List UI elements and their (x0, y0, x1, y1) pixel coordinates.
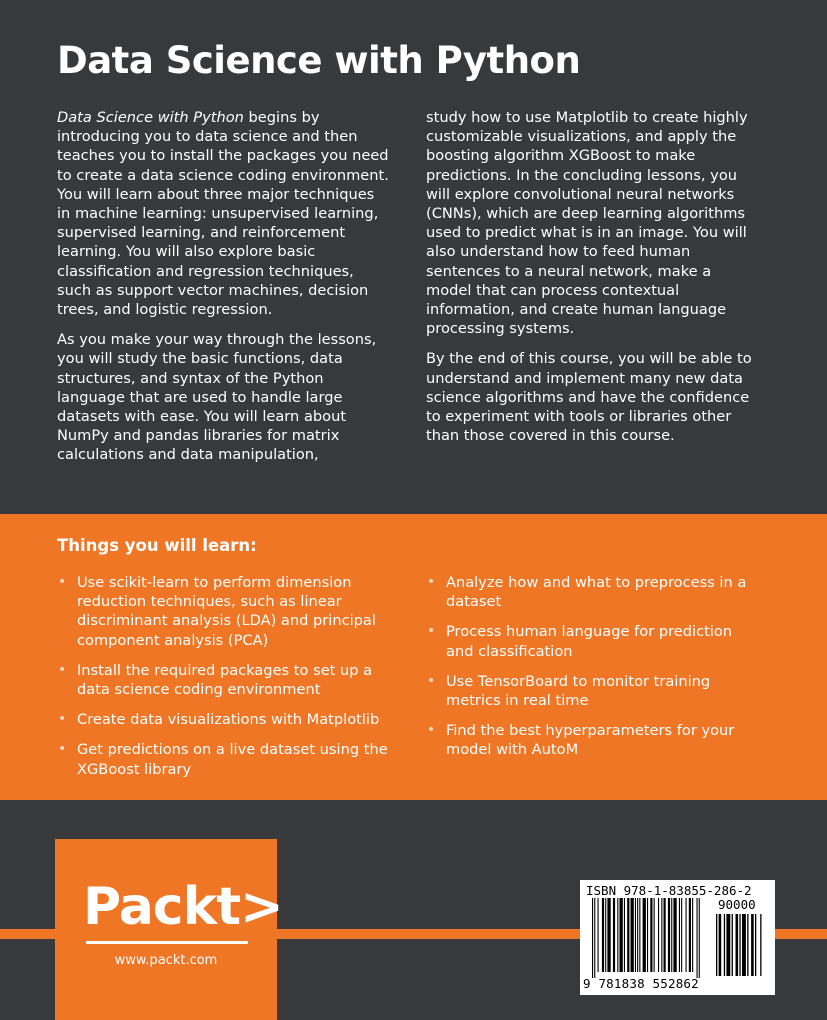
barcode-bar (679, 898, 680, 972)
barcode-bar (692, 898, 693, 972)
barcode-bar (726, 914, 730, 976)
barcode-bar (650, 898, 652, 972)
bullet-icon: • (58, 711, 67, 728)
barcode-bar (592, 898, 593, 978)
barcode-bar (658, 898, 659, 972)
barcode-bar (747, 914, 748, 976)
learning-item-text: Use scikit-learn to perform dimension reduction techniques, such as linear discriminant analysis (LDA) and principal component analysis (PCA) (77, 574, 376, 649)
bullet-icon: • (427, 722, 436, 739)
barcode-bar (739, 914, 740, 976)
learning-item-text: Install the required packages to set up a data science coding environment (77, 661, 373, 699)
learning-item (426, 622, 761, 660)
barcode-bar (699, 898, 700, 978)
barcode-bar (697, 898, 698, 978)
learning-item-text: Use TensorBoard to monitor training metrics in real time (446, 672, 711, 710)
barcode-bar (624, 898, 625, 972)
bullet-icon: • (58, 574, 67, 590)
book-title-emphasis: Data Science with Python (57, 109, 244, 126)
barcode-bar (613, 898, 615, 972)
learning-item (57, 573, 392, 650)
learning-item-text: Analyze how and what to preprocess in a dataset (446, 574, 747, 611)
learning-item (57, 710, 392, 729)
barcode-bar (598, 898, 599, 972)
barcode-bar (689, 898, 691, 972)
learning-item (426, 672, 761, 710)
learning-heading: Things you will learn: (57, 536, 257, 555)
learning-list-right (426, 573, 761, 771)
isbn-text: ISBN 978-1-83855-286-2 (586, 883, 752, 898)
learning-list-left (57, 573, 392, 790)
ean-digits: 9 781838 552862 (583, 976, 699, 991)
bullet-icon: • (427, 672, 436, 689)
price-code: 90000 (718, 897, 756, 912)
barcode-bar (627, 898, 629, 972)
barcode-bar (631, 898, 634, 972)
logo-underline (86, 941, 248, 944)
description-right-column (426, 108, 761, 456)
description-paragraph: study how to use Matplotlib to create highly customizable visualizations, and apply the boosting algorithm XGBoost to make predictions. In the concluding lessons, you will explore convolutional neural networks (CNNs), which are deep learning algorithms used to predict what is in an image. You will also understand how to feed human sentences to a neural network, make a model that can process contextual information, and create human language processing systems. (426, 109, 748, 338)
learning-item (57, 740, 392, 778)
barcode-bar (647, 898, 648, 972)
publisher-logo-block (55, 839, 283, 1020)
learning-item-text: Find the best hyperparameters for your model with AutoM (446, 722, 735, 759)
barcode-bar (681, 898, 682, 972)
learning-item (426, 573, 761, 611)
learning-item (57, 661, 392, 699)
barcode-bar (719, 914, 722, 976)
barcode-bar (742, 914, 746, 976)
barcode-bar (760, 914, 761, 976)
barcode-bar (751, 914, 754, 976)
barcode-bar (639, 898, 640, 972)
bullet-icon: • (58, 741, 67, 758)
barcode-bar (668, 898, 670, 972)
description-paragraph: As you make your way through the lessons, you will study the basic functions, data structures, and syntax of the Python language that are used to handle large datasets with ease. You will learn about NumPy and pandas libraries for matrix calculations and data manipulation, (57, 331, 377, 464)
description-left-column (57, 108, 392, 476)
barcode-bar (620, 898, 623, 972)
barcode-bar (664, 898, 666, 972)
learning-item-text: Process human language for prediction and classification (446, 623, 733, 660)
barcode-bar (637, 898, 638, 972)
barcode-bar (635, 898, 636, 972)
barcode-bar (671, 898, 672, 972)
barcode-bar (732, 914, 733, 976)
learning-item-text: Create data visualizations with Matplotlib (77, 711, 380, 729)
barcode-bar (617, 898, 618, 972)
description-text: begins by introducing you to data science and then teaches you to install the packages you need to create a data science coding environment. You will learn about three major techniques in machine learning: unsupervised learning, supervised learning, and reinforcement learning. You will also explore basic classification and regression techniques, such as support vector machines, decision trees, and logistic regression. (57, 109, 389, 319)
barcode-bar (686, 898, 687, 972)
addon-barcode-bars (716, 914, 768, 976)
learning-item (426, 721, 761, 759)
description-paragraph: By the end of this course, you will be able to understand and implement many new data science algorithms and have the confidence to experiment with tools or libraries other than those covered in this course. (426, 350, 752, 445)
barcode-bar (607, 898, 610, 972)
bullet-icon: • (427, 623, 436, 640)
isbn-barcode (580, 880, 775, 995)
barcode-bar (716, 914, 717, 976)
barcode-bar (654, 898, 655, 972)
barcode-bar (594, 898, 595, 978)
bullet-icon: • (58, 661, 67, 678)
barcode-bar (755, 914, 756, 976)
description-paragraph (57, 108, 392, 319)
bullet-icon: • (427, 574, 436, 590)
barcode-bar (736, 914, 739, 976)
barcode-bars (592, 898, 706, 978)
publisher-url: www.packt.com (114, 953, 218, 968)
barcode-bar (605, 898, 606, 972)
packt-logo: Packt> (83, 877, 283, 937)
barcode-bar (661, 898, 662, 972)
barcode-bar (602, 898, 604, 972)
barcode-bar (643, 898, 646, 972)
book-title: Data Science with Python (57, 39, 581, 82)
barcode-bar (673, 898, 676, 972)
barcode-bar (724, 914, 725, 976)
learning-item-text: Get predictions on a live dataset using the XGBoost library (77, 741, 388, 778)
